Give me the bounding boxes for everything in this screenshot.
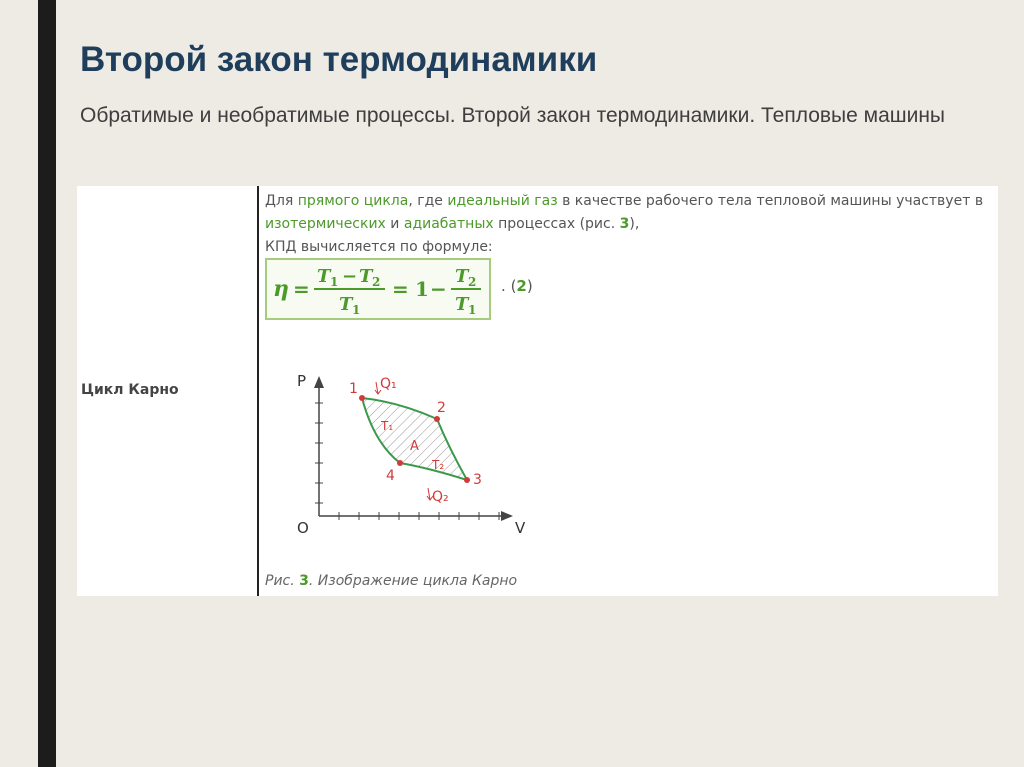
t1-label: T₁ xyxy=(381,419,394,433)
caption-number: 3 xyxy=(299,573,309,589)
text-part: процессах (рис. xyxy=(493,216,620,232)
q1-label: Q₁ xyxy=(380,376,397,392)
table-divider xyxy=(257,186,259,596)
formula-sub1-den: 1 xyxy=(352,303,361,317)
t2-label: T₂ xyxy=(432,458,445,472)
formula-period: . xyxy=(501,277,506,295)
caption-prefix: Рис. xyxy=(265,573,300,589)
link-adiabatic[interactable]: адиабатных xyxy=(403,216,494,232)
content-panel xyxy=(77,186,998,596)
formula-t2-num: T xyxy=(359,266,373,287)
formula-one: 1 xyxy=(415,277,429,301)
figure-caption xyxy=(265,573,517,589)
slide-subtitle: Обратимые и необратимые процессы. Второй закон термодинамики. Тепловые машины xyxy=(80,104,946,127)
formula-t1-den-2: T xyxy=(455,294,469,315)
work-label: A xyxy=(410,439,419,454)
formula-box xyxy=(265,258,491,320)
text-part: и xyxy=(385,216,404,232)
point-1-label: 1 xyxy=(349,381,358,397)
point-3-label: 3 xyxy=(473,472,482,488)
slide-title: Второй закон термодинамики xyxy=(80,40,598,79)
formula-number-open: ( xyxy=(510,277,517,295)
point-3-marker xyxy=(464,477,470,483)
formula-minus: − xyxy=(430,277,447,301)
point-4-marker xyxy=(397,460,403,466)
formula-t1-den: T xyxy=(339,294,353,315)
origin-label: O xyxy=(297,519,309,537)
carnot-cycle-diagram xyxy=(289,368,549,558)
p-axis-arrow xyxy=(314,376,324,388)
slide-accent-bar xyxy=(38,0,56,767)
formula-sub1-den-2: 1 xyxy=(468,303,477,317)
formula-intro: КПД вычисляется по формуле: xyxy=(265,239,493,255)
formula-sub2-num: 2 xyxy=(372,275,381,289)
formula-number xyxy=(501,277,533,295)
formula-t1-num: T xyxy=(317,266,331,287)
efficiency-formula xyxy=(267,260,489,318)
link-ideal-gas[interactable]: идеальный газ xyxy=(447,193,558,209)
row-label: Цикл Карно xyxy=(81,382,179,398)
formula-number-value: 2 xyxy=(516,277,527,295)
formula-number-close: ) xyxy=(526,277,533,295)
point-2-marker xyxy=(434,416,440,422)
axis-v-label: V xyxy=(515,519,526,537)
figure-reference[interactable]: 3 xyxy=(619,216,630,232)
formula-eta: η xyxy=(273,276,289,302)
v-axis-arrow xyxy=(501,511,513,521)
axis-p-label: P xyxy=(297,372,307,390)
text-part: в качестве рабочего тела тепловой машины участвует в xyxy=(557,193,984,209)
q2-label: Q₂ xyxy=(432,489,449,505)
link-isothermal[interactable]: изотермических xyxy=(265,216,386,232)
formula-minus-num: − xyxy=(342,266,358,287)
formula-sub1-num: 1 xyxy=(330,275,339,289)
description-text xyxy=(265,190,995,259)
text-part: , где xyxy=(408,193,448,209)
point-2-label: 2 xyxy=(437,400,446,416)
formula-equals-2: = xyxy=(392,277,409,301)
formula-t2-num-2: T xyxy=(455,266,469,287)
link-direct-cycle[interactable]: прямого цикла xyxy=(297,193,409,209)
point-1-marker xyxy=(359,395,365,401)
point-4-label: 4 xyxy=(386,468,395,484)
caption-text: . Изображение цикла Карно xyxy=(308,573,518,589)
formula-sub2-num-2: 2 xyxy=(468,275,477,289)
text-part: Для xyxy=(265,193,298,209)
formula-equals: = xyxy=(293,277,310,301)
text-part: ), xyxy=(629,216,640,232)
